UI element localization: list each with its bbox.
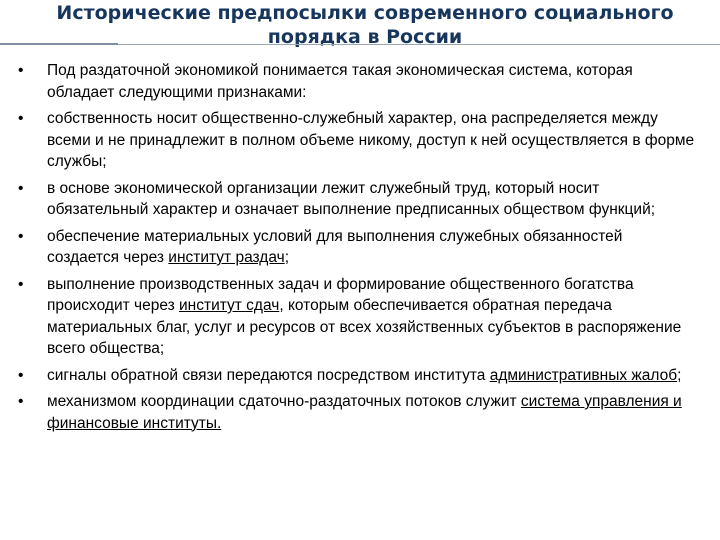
bullet-marker: • [18, 227, 24, 245]
bullet-text: Под раздаточной экономикой понимается такая экономическая система, которая обладает следующими признаками: [47, 62, 633, 101]
bullet-text-tail: , которым обеспечивается обратная передача материальных благ, услуг и ресурсов от всех хозяйственных субъектов в распоряжение всего общества; [47, 297, 682, 357]
hyperlink-institut-sdach[interactable]: институт сдач [179, 297, 280, 314]
bullet-item-5 [18, 274, 698, 360]
slide-title: Исторические предпосылки современного социального порядка в России [56, 2, 674, 48]
bullet-item-1 [18, 60, 698, 103]
bullet-marker: • [18, 275, 24, 293]
bullet-item-7 [18, 391, 698, 434]
hyperlink-sistema-upravleniya[interactable]: система управления и финансовые институты. [47, 393, 682, 432]
bullet-item-3 [18, 178, 698, 221]
title-divider-accent [0, 43, 118, 45]
bullet-text: обеспечение материальных условий для выполнения служебных обязанностей создается через [47, 227, 623, 266]
bullet-text-tail: ; [284, 249, 289, 266]
bullet-item-2 [18, 108, 698, 173]
hyperlink-institut-razdach[interactable]: институт раздач [168, 249, 285, 266]
bullet-text-tail: ; [677, 366, 682, 384]
bullet-text: выполнение производственных задач и формирование общественного богатства происходит через [47, 275, 634, 314]
bullet-item-4 [18, 226, 698, 269]
hyperlink-administrativnye-zhaloby[interactable]: административных жалоб [489, 366, 678, 384]
bullet-text: сигналы обратной связи передаются посредством института [47, 366, 490, 384]
bullet-marker: • [18, 393, 24, 410]
bullet-list [18, 60, 698, 439]
bullet-item-6 [18, 365, 698, 387]
bullet-marker: • [18, 110, 24, 127]
bullet-text: собственность носит общественно-служебный характер, она распределяется между всеми и не принадлежит в полном объеме никому, доступ к ней осуществляется в форме службы; [47, 110, 695, 170]
bullet-marker: • [18, 179, 24, 197]
bullet-marker: • [18, 62, 24, 79]
bullet-marker: • [18, 366, 24, 384]
bullet-text: в основе экономической организации лежит служебный труд, который носит обязательный характер и означает выполнение предписанных обществом функций; [47, 179, 656, 218]
bullet-text: механизмом координации сдаточно-раздаточных потоков служит [47, 393, 521, 410]
